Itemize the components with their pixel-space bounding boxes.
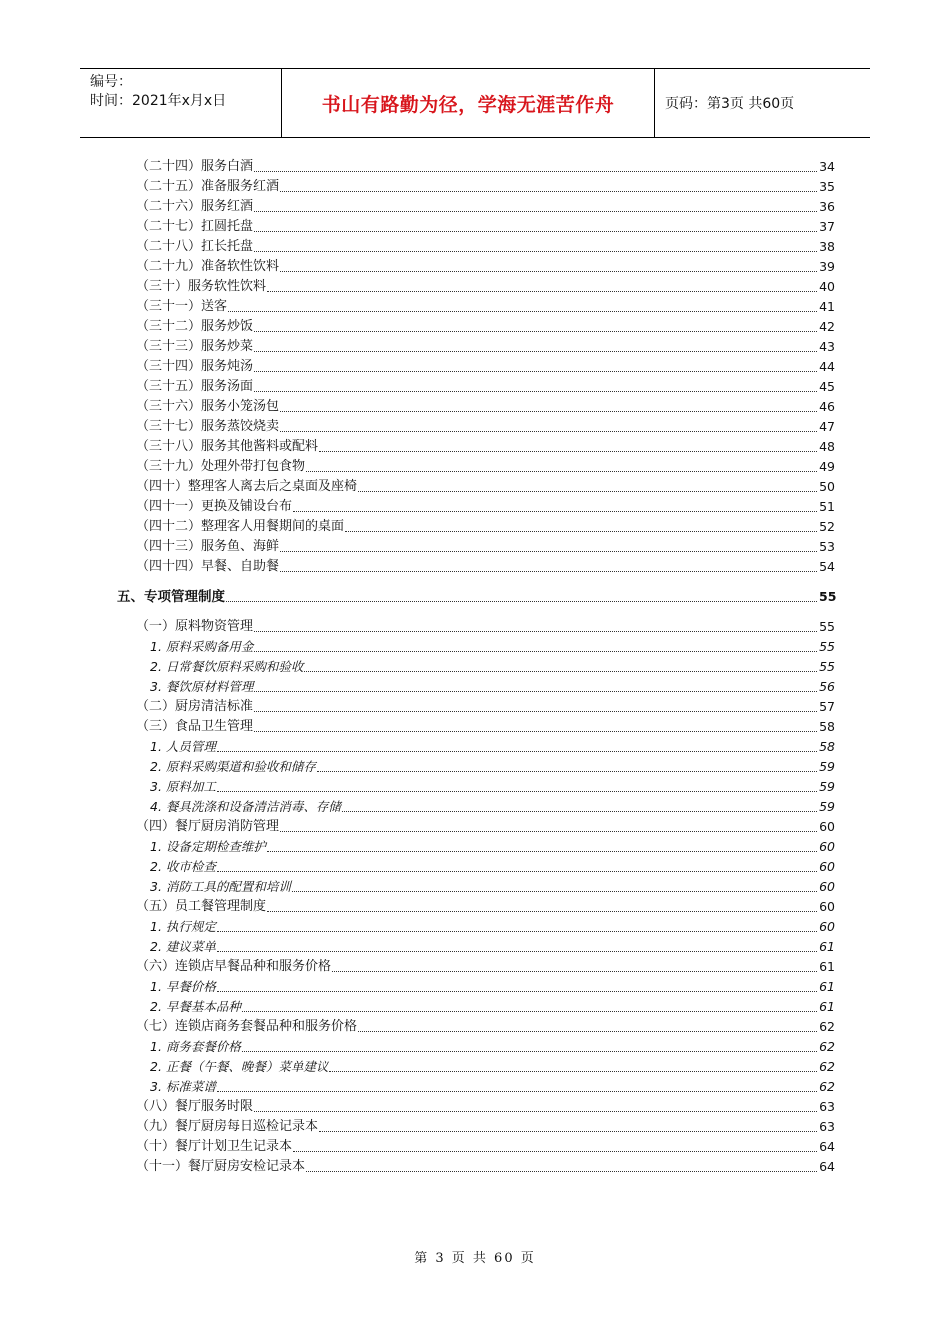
toc-entry-title: 4. 餐具洗涤和设备清洁消毒、存储 [150,799,341,814]
toc-dot-leader [329,1071,817,1072]
toc-dot-leader [217,951,817,952]
toc-dot-leader [319,451,817,452]
toc-entry-page: 59 [819,759,835,774]
toc-dot-leader [254,251,817,252]
toc-entry[interactable] [136,478,835,495]
toc-entry[interactable] [136,498,835,515]
toc-dot-leader [280,571,817,572]
toc-dot-leader [254,331,817,332]
toc-entry-page: 60 [819,819,835,834]
toc-entry[interactable] [150,1058,835,1075]
toc-entry-title: 3. 餐饮原材料管理 [150,679,254,694]
toc-entry[interactable] [136,1158,835,1175]
toc-dot-leader [226,601,817,602]
toc-dot-leader [217,931,817,932]
toc-dot-leader [217,791,817,792]
toc-entry-page: 53 [819,539,835,554]
toc-entry-page: 64 [819,1139,835,1154]
toc-entry-title: （七）连锁店商务套餐品种和服务价格 [136,1019,358,1034]
toc-dot-leader [280,191,817,192]
toc-entry-title: 1. 执行规定 [150,919,216,934]
toc-entry-page: 36 [819,199,835,214]
toc-entry-page: 63 [819,1119,835,1134]
toc-dot-leader [254,631,817,632]
toc-dot-leader [254,691,817,692]
toc-entry-title: 2. 收市检查 [150,859,216,874]
toc-entry[interactable] [150,858,835,875]
page-footer: 第 3 页 共 60 页 [414,1251,536,1266]
toc-entry-title: （十）餐厅计划卫生记录本 [136,1139,293,1154]
toc-entry-title: 2. 正餐（午餐、晚餐）菜单建议 [150,1059,329,1074]
header-page-cell [655,69,870,137]
toc-dot-leader [217,751,817,752]
toc-entry-page: 35 [819,179,835,194]
toc-entry-page: 43 [819,339,835,354]
toc-entry[interactable] [136,1118,835,1135]
toc-entry-page: 59 [819,799,835,814]
toc-entry-page: 64 [819,1159,835,1174]
toc-dot-leader [254,711,817,712]
toc-entry-page: 63 [819,1099,835,1114]
toc-dot-leader [242,1011,817,1012]
toc-entry-page: 39 [819,259,835,274]
toc-dot-leader [267,291,817,292]
toc-dot-leader [242,1051,817,1052]
toc-entry[interactable] [150,998,835,1015]
toc-entry[interactable] [136,398,835,415]
toc-entry-page: 60 [819,919,835,934]
toc-entry-page: 55 [819,659,835,674]
toc-dot-leader [254,351,817,352]
toc-entry-page: 57 [819,699,835,714]
toc-dot-leader [267,851,817,852]
toc-entry-title: （十一）餐厅厨房安检记录本 [136,1159,306,1174]
toc-entry-title: 1. 早餐价格 [150,979,216,994]
toc-entry[interactable] [150,878,835,895]
toc-dot-leader [306,1171,817,1172]
toc-entry-title: （四十二）整理客人用餐期间的桌面 [136,519,345,534]
motto: 书山有路勤为径，学海无涯苦作舟 [321,93,615,116]
toc-entry-title: 1. 商务套餐价格 [150,1039,241,1054]
toc-entry-title: （三十八）服务其他酱料或配料 [136,439,319,454]
toc-dot-leader [358,491,817,492]
toc-entry-page: 38 [819,239,835,254]
toc-entry-page: 58 [819,719,835,734]
toc-entry-page: 54 [819,559,835,574]
toc-entry-page: 62 [819,1059,835,1074]
toc-entry[interactable] [150,638,835,655]
toc-entry-title: （二十四）服务白酒 [136,159,254,174]
toc-dot-leader [254,371,817,372]
toc-entry-page: 49 [819,459,835,474]
toc-entry-page: 46 [819,399,835,414]
toc-entry[interactable] [136,218,835,235]
toc-dot-leader [217,1091,817,1092]
toc-entry[interactable] [136,698,835,715]
toc-entry[interactable] [136,958,835,975]
toc-entry[interactable] [150,658,835,675]
toc-entry-title: 3. 标准菜谱 [150,1079,216,1094]
toc-dot-leader [254,391,817,392]
toc-entry-page: 40 [819,279,835,294]
toc-dot-leader [280,411,817,412]
toc-entry-page: 62 [819,1039,835,1054]
toc-entry-page: 61 [819,999,835,1014]
toc-dot-leader [317,771,817,772]
toc-entry-title: （三十六）服务小笼汤包 [136,399,280,414]
toc-entry-title: （二十九）准备软性饮料 [136,259,280,274]
toc-entry-title: （三十二）服务炒饭 [136,319,254,334]
toc-entry-title: （二十七）扛圆托盘 [136,219,254,234]
toc-entry-title: （三）食品卫生管理 [136,719,254,734]
toc-entry-title: （三十九）处理外带打包食物 [136,459,306,474]
toc-entry[interactable] [136,178,835,195]
toc-entry-page: 55 [819,589,837,604]
toc-entry-title: 1. 人员管理 [150,739,216,754]
toc-dot-leader [280,831,817,832]
toc-dot-leader [342,811,817,812]
toc-entry-title: （九）餐厅厨房每日巡检记录本 [136,1119,319,1134]
toc-entry-title: （三十七）服务蒸饺烧卖 [136,419,280,434]
toc-entry[interactable] [150,918,835,935]
toc-entry-page: 61 [819,979,835,994]
toc-dot-leader [267,911,817,912]
toc-dot-leader [254,211,817,212]
toc-dot-leader [345,531,817,532]
toc-entry-page: 58 [819,739,835,754]
toc-entry-page: 61 [819,939,835,954]
toc-entry-title: （三十一）送客 [136,299,228,314]
toc-entry-page: 55 [819,619,835,634]
toc-entry-page: 62 [819,1079,835,1094]
toc-entry-page: 60 [819,839,835,854]
toc-entry-title: （四）餐厅厨房消防管理 [136,819,280,834]
toc-dot-leader [358,1031,817,1032]
toc-entry-page: 52 [819,519,835,534]
toc-dot-leader [332,971,817,972]
toc-entry[interactable] [150,978,835,995]
toc-entry-page: 60 [819,879,835,894]
toc-entry-title: （四十）整理客人离去后之桌面及座椅 [136,479,358,494]
toc-entry[interactable] [136,1138,835,1155]
toc-entry[interactable] [136,818,835,835]
toc-entry-title: （二十五）准备服务红酒 [136,179,280,194]
toc-entry[interactable] [136,458,835,475]
toc-entry-page: 59 [819,779,835,794]
toc-entry-title: （六）连锁店早餐品种和服务价格 [136,959,332,974]
toc-dot-leader [217,991,817,992]
toc-entry-page: 50 [819,479,835,494]
toc-entry-title: （八）餐厅服务时限 [136,1099,254,1114]
toc-entry-title: （三十五）服务汤面 [136,379,254,394]
toc-dot-leader [293,511,817,512]
toc-dot-leader [254,1111,817,1112]
toc-entry-page: 48 [819,439,835,454]
toc-dot-leader [228,311,817,312]
toc-dot-leader [254,731,817,732]
toc-entry[interactable] [136,318,835,335]
header-motto-cell [282,69,655,137]
page-indicator: 页码：第3页 共60页 [665,96,795,112]
toc-entry-page: 37 [819,219,835,234]
toc-dot-leader [292,891,817,892]
toc-entry-page: 44 [819,359,835,374]
toc-entry-page: 42 [819,319,835,334]
toc-entry[interactable] [150,798,835,815]
toc-entry[interactable] [136,518,835,535]
toc-entry-title: （二十六）服务红酒 [136,199,254,214]
number-label: 编号： [90,74,132,90]
toc-dot-leader [280,551,817,552]
toc-entry-title: （三十四）服务炖汤 [136,359,254,374]
toc-entry-page: 47 [819,419,835,434]
toc-entry-title: （四十四）早餐、自助餐 [136,559,280,574]
toc-entry[interactable] [136,558,835,575]
toc-entry[interactable] [150,738,835,755]
toc-entry[interactable] [150,1038,835,1055]
toc-entry[interactable] [150,938,835,955]
toc-entry[interactable] [136,418,835,435]
toc-entry[interactable] [136,898,835,915]
toc-entry-page: 45 [819,379,835,394]
toc-entry-title: 2. 原料采购渠道和验收和储存 [150,759,316,774]
toc-entry-title: （三十）服务软性饮料 [136,279,267,294]
toc-entry[interactable] [150,778,835,795]
toc-entry-title: 2. 日常餐饮原料采购和验收 [150,659,304,674]
toc-entry[interactable] [117,588,835,605]
toc-entry-page: 41 [819,299,835,314]
toc-entry-page: 51 [819,499,835,514]
toc-entry[interactable] [136,198,835,215]
toc-entry-title: 3. 原料加工 [150,779,216,794]
toc-entry-page: 56 [819,679,835,694]
toc-entry-page: 62 [819,1019,835,1034]
toc-entry-page: 55 [819,639,835,654]
toc-entry[interactable] [150,678,835,695]
toc-entry[interactable] [136,338,835,355]
toc-dot-leader [254,231,817,232]
toc-entry[interactable] [150,1078,835,1095]
toc-dot-leader [254,651,817,652]
toc-entry[interactable] [136,358,835,375]
toc-entry-title: （二）厨房清洁标准 [136,699,254,714]
toc-entry-page: 60 [819,899,835,914]
toc-dot-leader [293,1151,817,1152]
toc-entry[interactable] [136,158,835,175]
toc-entry[interactable] [150,838,835,855]
toc-dot-leader [217,871,817,872]
toc-entry[interactable] [136,438,835,455]
toc-entry[interactable] [136,1098,835,1115]
toc-dot-leader [304,671,817,672]
toc-entry-title: 1. 原料采购备用金 [150,639,254,654]
toc-entry-title: 五、专项管理制度 [117,589,225,605]
toc-dot-leader [254,171,817,172]
toc-entry-page: 61 [819,959,835,974]
toc-entry-title: 2. 早餐基本品种 [150,999,241,1014]
toc-entry-title: （三十三）服务炒菜 [136,339,254,354]
toc-dot-leader [280,271,817,272]
toc-dot-leader [280,431,817,432]
toc-entry-title: 3. 消防工具的配置和培训 [150,879,291,894]
toc-entry-title: （四十一）更换及铺设台布 [136,499,293,514]
toc-entry-title: （二十八）扛长托盘 [136,239,254,254]
toc-entry-title: 2. 建议菜单 [150,939,216,954]
toc-entry-title: （四十三）服务鱼、海鲜 [136,539,280,554]
document-header [80,68,870,138]
toc-entry[interactable] [136,718,835,735]
toc-entry[interactable] [136,378,835,395]
toc-entry-page: 60 [819,859,835,874]
header-meta-cell [80,69,282,137]
toc-entry[interactable] [136,238,835,255]
toc-dot-leader [319,1131,817,1132]
toc-entry[interactable] [136,1018,835,1035]
toc-entry-title: 1. 设备定期检查维护 [150,839,266,854]
toc-entry-title: （一）原料物资管理 [136,619,254,634]
toc-entry[interactable] [136,618,835,635]
toc-entry[interactable] [136,298,835,315]
toc-entry[interactable] [136,278,835,295]
toc-entry[interactable] [136,258,835,275]
time-label: 时间：2021年x月x日 [90,93,227,109]
toc-dot-leader [306,471,817,472]
toc-entry-title: （五）员工餐管理制度 [136,899,267,914]
toc-entry[interactable] [150,758,835,775]
toc-entry[interactable] [136,538,835,555]
toc-entry-page: 34 [819,159,835,174]
